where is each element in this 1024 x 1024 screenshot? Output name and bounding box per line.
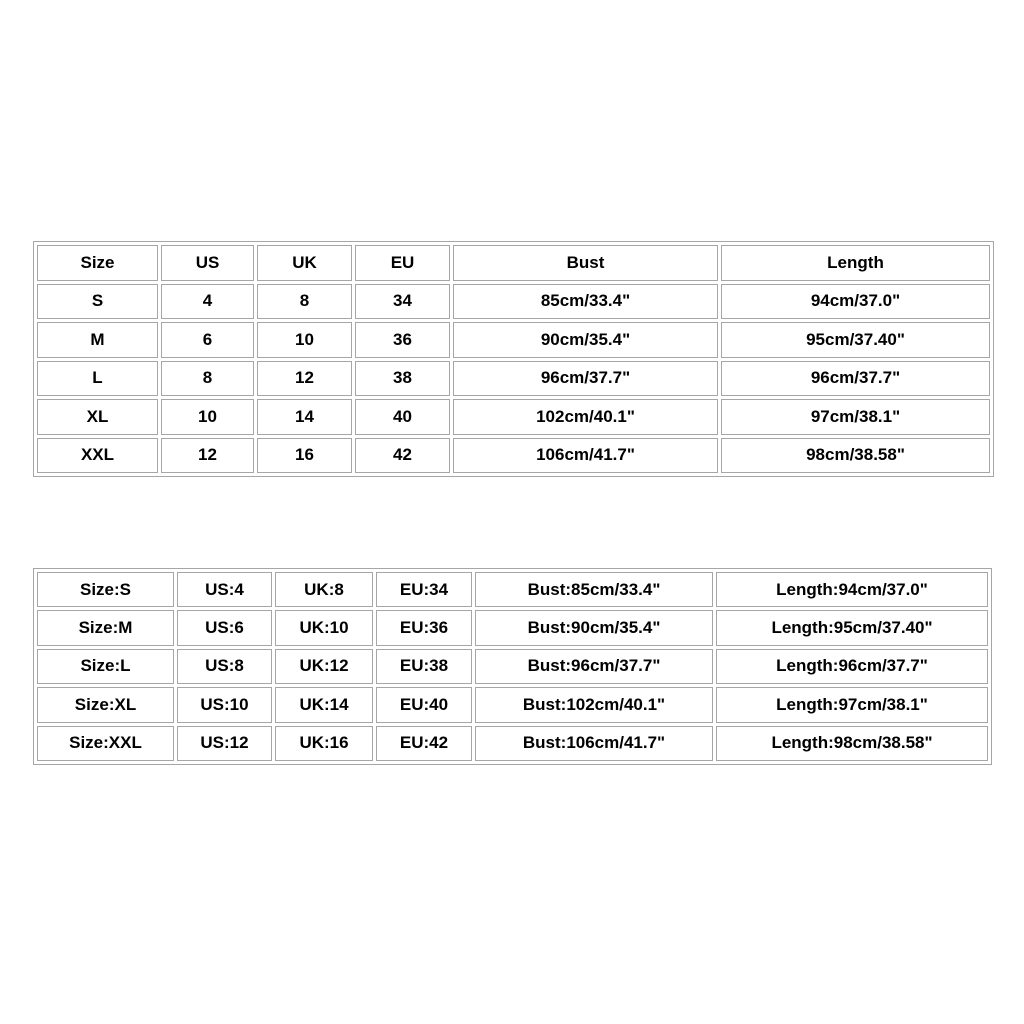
- cell-size: Size:XL: [37, 687, 174, 722]
- cell-eu: EU:36: [376, 610, 472, 645]
- cell-bust: Bust:102cm/40.1": [475, 687, 713, 722]
- cell-us: 4: [161, 284, 254, 320]
- table-row: [37, 361, 990, 397]
- cell-eu: EU:38: [376, 649, 472, 684]
- cell-bust: 102cm/40.1": [453, 399, 718, 435]
- cell-eu: EU:34: [376, 572, 472, 607]
- cell-uk: UK:16: [275, 726, 373, 761]
- cell-us: US:10: [177, 687, 272, 722]
- cell-size: Size:M: [37, 610, 174, 645]
- cell-bust: Bust:90cm/35.4": [475, 610, 713, 645]
- cell-eu: 40: [355, 399, 450, 435]
- size-chart-table: [33, 241, 994, 477]
- cell-size: L: [37, 361, 158, 397]
- cell-uk: UK:14: [275, 687, 373, 722]
- cell-size: M: [37, 322, 158, 358]
- cell-length: 97cm/38.1": [721, 399, 990, 435]
- cell-uk: 14: [257, 399, 352, 435]
- cell-length: Length:96cm/37.7": [716, 649, 988, 684]
- table-row: [37, 322, 990, 358]
- table-row: [37, 649, 988, 684]
- cell-eu: 38: [355, 361, 450, 397]
- cell-length: 95cm/37.40": [721, 322, 990, 358]
- cell-us: US:8: [177, 649, 272, 684]
- cell-length: Length:97cm/38.1": [716, 687, 988, 722]
- cell-eu: EU:42: [376, 726, 472, 761]
- cell-us: 10: [161, 399, 254, 435]
- cell-length: 98cm/38.58": [721, 438, 990, 474]
- cell-eu: 34: [355, 284, 450, 320]
- header-size: Size: [37, 245, 158, 281]
- table-row: [37, 438, 990, 474]
- cell-uk: 8: [257, 284, 352, 320]
- cell-us: US:4: [177, 572, 272, 607]
- cell-size: XXL: [37, 438, 158, 474]
- cell-length: Length:98cm/38.58": [716, 726, 988, 761]
- cell-uk: UK:8: [275, 572, 373, 607]
- cell-uk: UK:12: [275, 649, 373, 684]
- cell-length: Length:94cm/37.0": [716, 572, 988, 607]
- header-length: Length: [721, 245, 990, 281]
- header-uk: UK: [257, 245, 352, 281]
- cell-size: Size:XXL: [37, 726, 174, 761]
- cell-bust: 85cm/33.4": [453, 284, 718, 320]
- cell-us: US:12: [177, 726, 272, 761]
- cell-size: XL: [37, 399, 158, 435]
- cell-us: US:6: [177, 610, 272, 645]
- table-row: [37, 726, 988, 761]
- cell-bust: 90cm/35.4": [453, 322, 718, 358]
- cell-eu: 36: [355, 322, 450, 358]
- cell-size: S: [37, 284, 158, 320]
- cell-uk: 16: [257, 438, 352, 474]
- cell-bust: 96cm/37.7": [453, 361, 718, 397]
- table-row: [37, 572, 988, 607]
- cell-bust: Bust:85cm/33.4": [475, 572, 713, 607]
- cell-us: 6: [161, 322, 254, 358]
- cell-bust: Bust:96cm/37.7": [475, 649, 713, 684]
- table-row: [37, 687, 988, 722]
- table-header-row: [37, 245, 990, 281]
- labeled-size-chart-table: [33, 568, 992, 765]
- cell-length: Length:95cm/37.40": [716, 610, 988, 645]
- cell-uk: 10: [257, 322, 352, 358]
- header-bust: Bust: [453, 245, 718, 281]
- cell-eu: 42: [355, 438, 450, 474]
- table-row: [37, 399, 990, 435]
- cell-length: 94cm/37.0": [721, 284, 990, 320]
- header-eu: EU: [355, 245, 450, 281]
- cell-eu: EU:40: [376, 687, 472, 722]
- cell-us: 12: [161, 438, 254, 474]
- cell-us: 8: [161, 361, 254, 397]
- header-us: US: [161, 245, 254, 281]
- cell-length: 96cm/37.7": [721, 361, 990, 397]
- cell-size: Size:L: [37, 649, 174, 684]
- table-row: [37, 284, 990, 320]
- cell-uk: UK:10: [275, 610, 373, 645]
- cell-bust: Bust:106cm/41.7": [475, 726, 713, 761]
- cell-uk: 12: [257, 361, 352, 397]
- table-row: [37, 610, 988, 645]
- cell-size: Size:S: [37, 572, 174, 607]
- cell-bust: 106cm/41.7": [453, 438, 718, 474]
